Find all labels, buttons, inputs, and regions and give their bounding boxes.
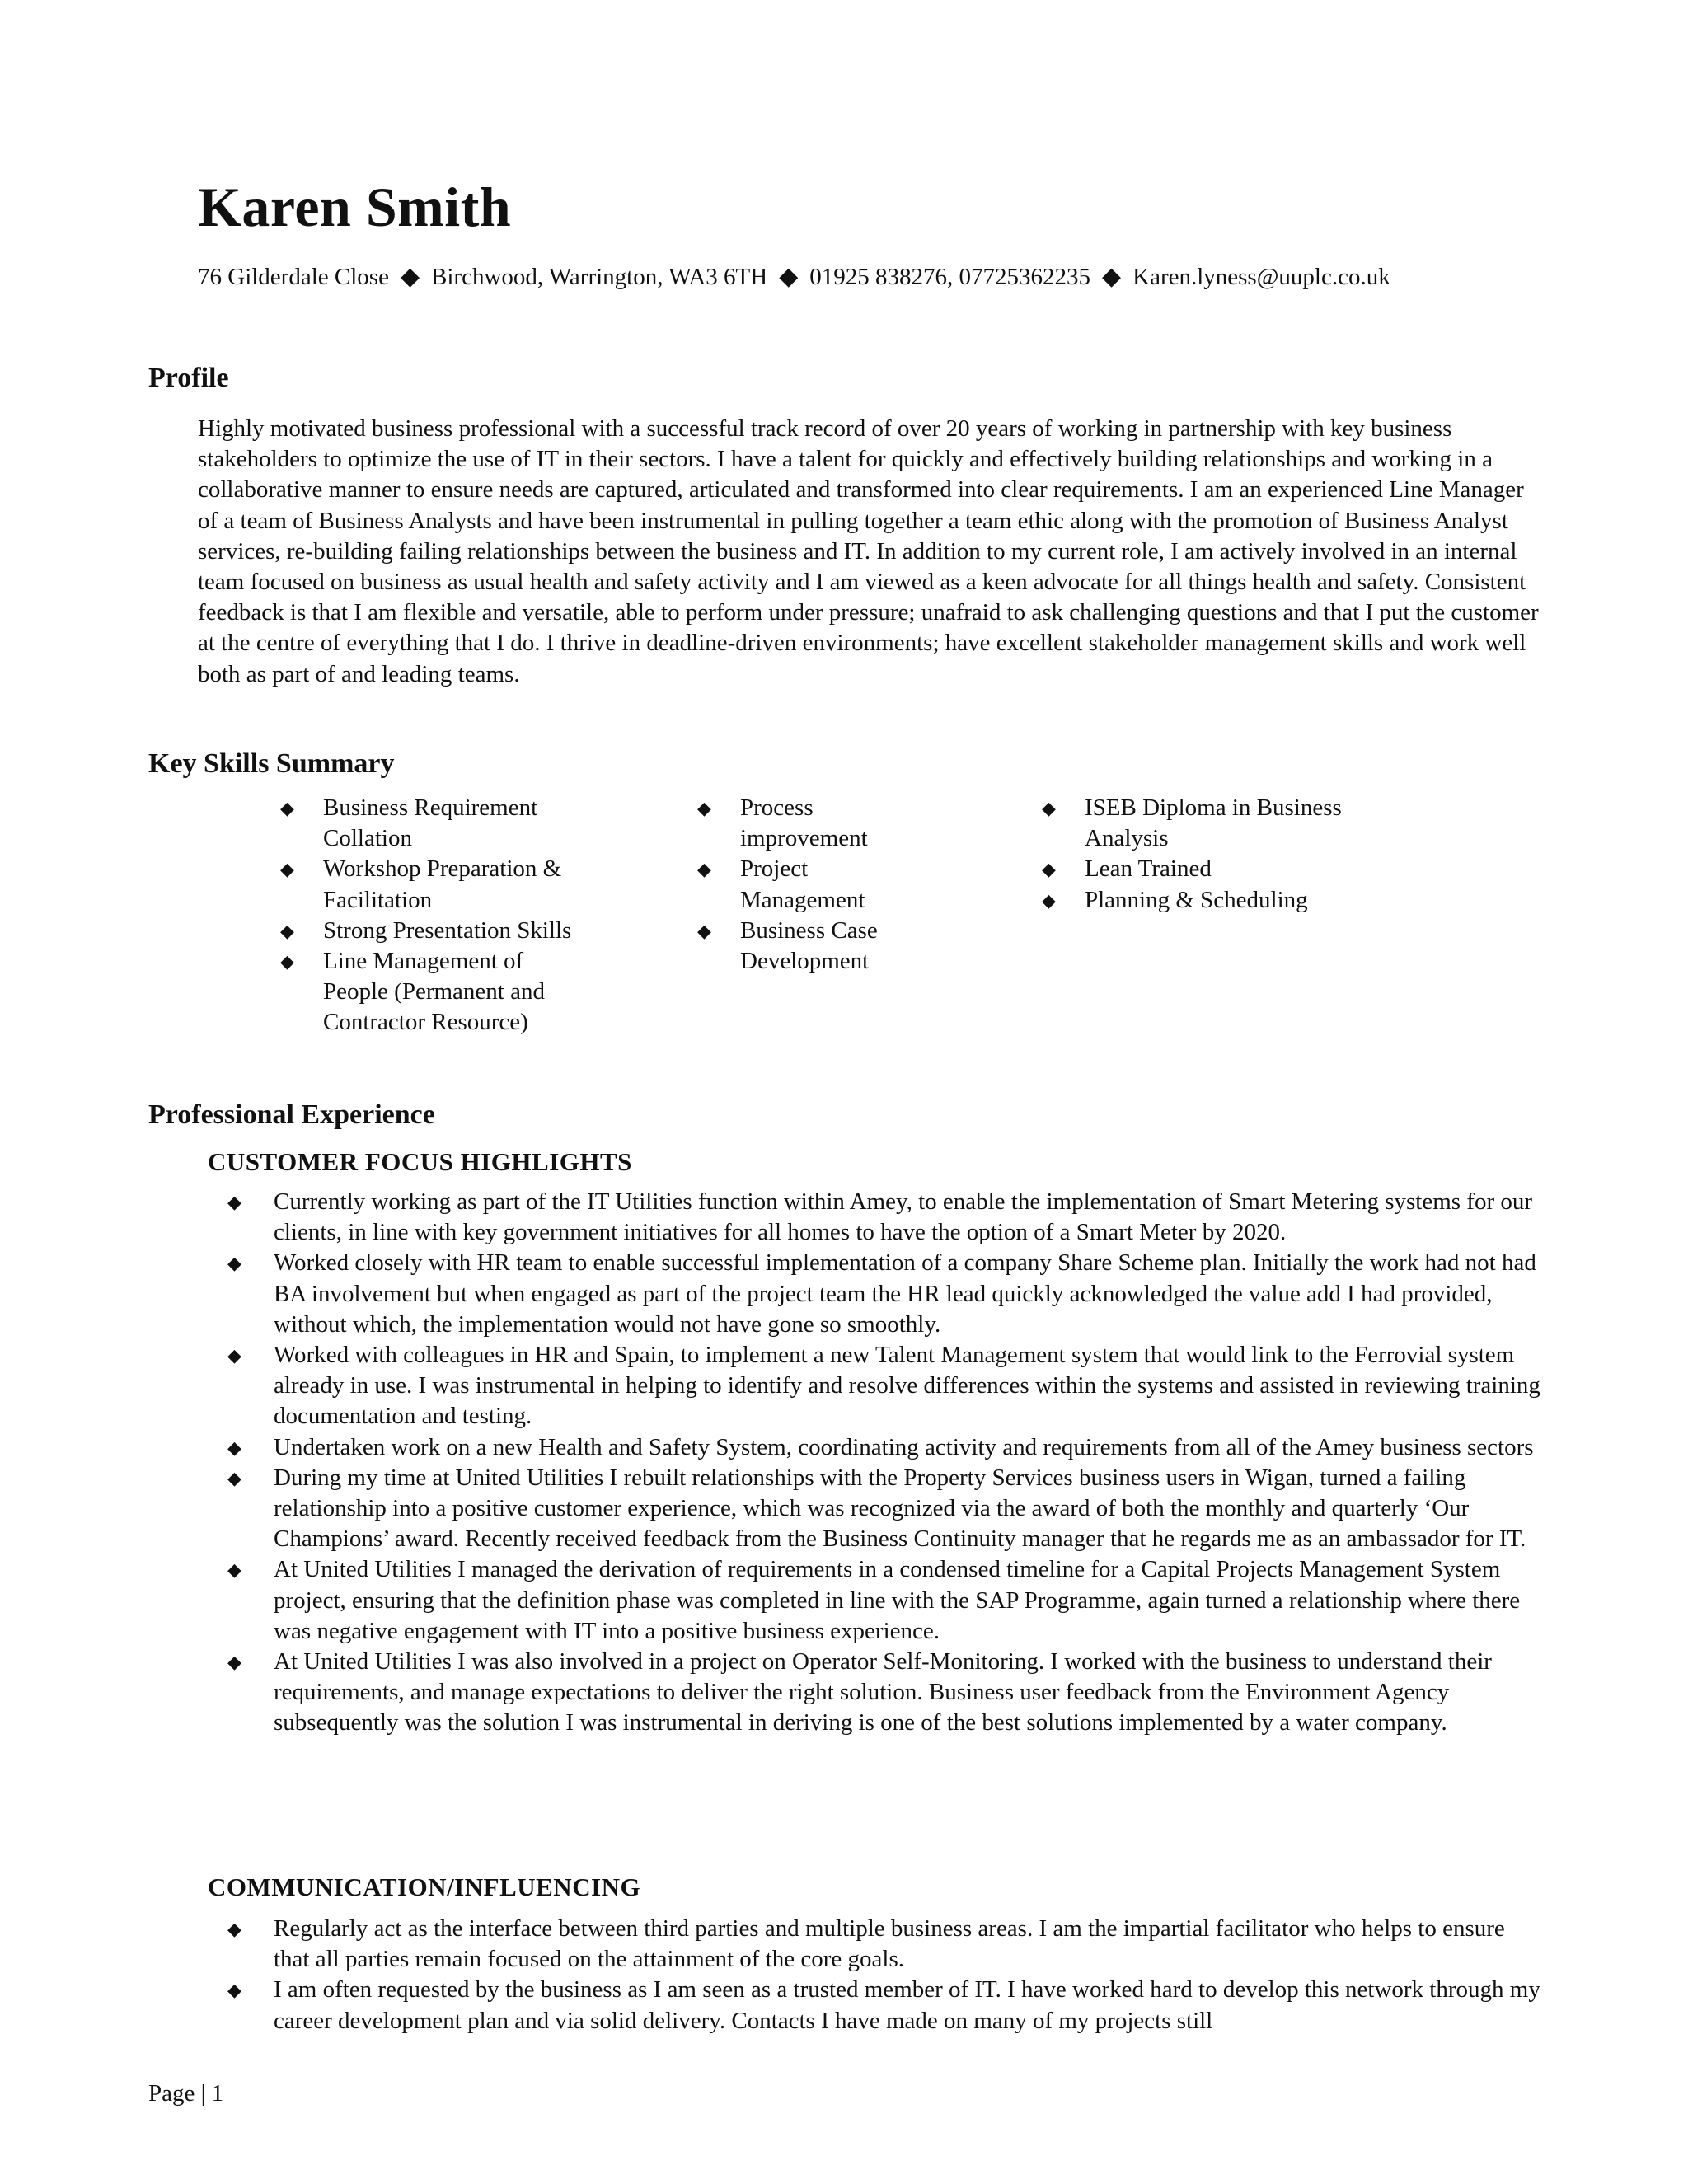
diamond-bullet-icon: ◆ xyxy=(280,798,294,818)
contact-line xyxy=(198,262,1390,291)
list-item: ◆ Worked closely with HR team to enable successful implementation of a company Share Scheme plan. Initially the work had not had BA involvement but when engaged as part of the project team the HR lead quickly acknowledged the value add I had provided, without which, the implementation would not have gone so smoothly. xyxy=(227,1249,1536,1338)
customer-focus-heading: CUSTOMER FOCUS HIGHLIGHTS xyxy=(208,1147,632,1176)
candidate-name: Karen Smith xyxy=(198,176,512,238)
skills-column-1 xyxy=(280,793,593,1038)
communication-heading: COMMUNICATION/INFLUENCING xyxy=(208,1872,641,1901)
address: 76 Gilderdale Close xyxy=(198,264,389,290)
skill-item: ◆ ISEB Diploma in Business Analysis xyxy=(1042,794,1342,852)
list-item: ◆ During my time at United Utilities I rebuilt relationships with the Property Services business users in Wigan, turned a failing relationship into a positive customer experience, which was recognized via the award of both the monthly and quarterly ‘Our Champions’ award. Recently received feedback from the Business Continuity manager that he regards me as an ambassador for IT. xyxy=(227,1464,1526,1553)
diamond-bullet-icon: ◆ xyxy=(280,920,294,941)
diamond-bullet-icon: ◆ xyxy=(227,1652,241,1673)
key-skills-heading: Key Skills Summary xyxy=(148,748,395,779)
diamond-bullet-icon: ◆ xyxy=(227,1919,241,1939)
email-address: Karen.lyness@uuplc.co.uk xyxy=(1132,264,1390,290)
skill-item: ◆ Process improvement xyxy=(697,794,868,852)
diamond-bullet-icon: ◆ xyxy=(227,1436,241,1458)
page-number: Page | 1 xyxy=(148,2080,224,2107)
diamond-bullet-icon: ◆ xyxy=(697,859,711,880)
skill-item: ◆ Workshop Preparation & Facilitation xyxy=(280,855,562,913)
list-item: ◆ Undertaken work on a new Health and Safety System, coordinating activity and requirements from all of the Amey business sectors xyxy=(223,1432,1545,1463)
skill-item: ◆ Line Management of People (Permanent and Contractor Resource) xyxy=(280,948,545,1036)
town: Birchwood, Warrington, WA3 6TH xyxy=(431,264,768,290)
diamond-bullet-icon: ◆ xyxy=(227,1559,241,1581)
diamond-bullet-icon: ◆ xyxy=(1042,889,1056,911)
skill-item: ◆ Business Requirement Collation xyxy=(280,794,538,852)
skills-column-2 xyxy=(697,793,928,977)
diamond-bullet-icon: ◆ xyxy=(697,798,711,818)
skill-item: ◆ Business Case Development xyxy=(697,916,878,975)
diamond-bullet-icon: ◆ xyxy=(280,951,294,972)
skill-item: ◆ Strong Presentation Skills xyxy=(280,916,593,946)
diamond-separator-icon: ◆ xyxy=(1102,263,1122,290)
communication-list xyxy=(223,1914,1545,2036)
list-item: ◆ I am often requested by the business as I am seen as a trusted member of IT. I have worked hard to develop this network through my career development plan and via solid delivery. Contacts I have made on many of my projects still xyxy=(227,1976,1540,2034)
diamond-bullet-icon: ◆ xyxy=(227,1467,241,1488)
diamond-bullet-icon: ◆ xyxy=(227,1192,241,1212)
list-item: ◆ At United Utilities I managed the derivation of requirements in a condensed timeline for a Capital Projects Management System project, ensuring that the definition phase was completed in line with the SAP Programme, again turned a relationship where there was negative engagement with IT into a positive business experience. xyxy=(227,1556,1521,1644)
list-item: ◆ At United Utilities I was also involved in a project on Operator Self-Monitoring. I worked with the business to understand their requirements, and manage expectations to deliver the right solution. Business user feedback from the Environment Agency subsequently was the solution I was instrumental in deriving is one of the best solutions implemented by a water company. xyxy=(227,1648,1492,1736)
professional-experience-heading: Professional Experience xyxy=(148,1099,435,1130)
diamond-bullet-icon: ◆ xyxy=(1042,798,1056,818)
list-item: ◆ Worked with colleagues in HR and Spain, to implement a new Talent Management system that would link to the Ferrovial system already in use. I was instrumental in helping to identify and resolve differences within the systems and assisted in reviewing training documentation and testing. xyxy=(227,1342,1540,1430)
profile-text: Highly motivated business professional with a successful track record of over 20 years of working in partnership with key business stakeholders to optimize the use of IT in their sectors. I have a talent for quickly and effectively building relationships and working in a collaborative manner to ensure needs are captured, articulated and transformed into clear requirements. I am an experienced Line Manager of a team of Business Analysts and have been instrumental in pulling together a team ethic along with the promotion of Business Analyst services, re-building failing relationships between the business and IT. In addition to my current role, I am actively involved in an internal team focused on business as usual health and safety activity and I am viewed as a keen advocate for all things health and safety. Consistent feedback is that I am flexible and versatile, able to perform under pressure; unafraid to ask challenging questions and that I put the customer at the centre of everything that I do. I thrive in deadline-driven environments; have excellent stakeholder management skills and work well both as part of and leading teams. xyxy=(198,415,1539,687)
diamond-bullet-icon: ◆ xyxy=(697,920,711,941)
diamond-bullet-icon: ◆ xyxy=(280,859,294,880)
phone-numbers: 01925 838276, 07725362235 xyxy=(809,264,1091,290)
list-item: ◆ Regularly act as the interface between third parties and multiple business areas. I am the impartial facilitator who helps to ensure that all parties remain focused on the attainment of the core goals. xyxy=(227,1915,1505,1973)
diamond-bullet-icon: ◆ xyxy=(1042,859,1056,880)
diamond-bullet-icon: ◆ xyxy=(227,1345,241,1366)
customer-focus-list xyxy=(223,1187,1545,1739)
skill-item: ◆ Project Management xyxy=(697,855,865,913)
diamond-separator-icon: ◆ xyxy=(779,263,799,290)
list-item: ◆ Currently working as part of the IT Utilities function within Amey, to enable the implementation of Smart Metering systems for our clients, in line with key government initiatives for all homes to have the option of a Smart Meter by 2020. xyxy=(227,1188,1533,1246)
diamond-bullet-icon: ◆ xyxy=(227,1253,241,1274)
skill-item: ◆ Lean Trained xyxy=(1042,854,1388,884)
diamond-separator-icon: ◆ xyxy=(400,263,420,290)
skill-item: ◆ Planning & Scheduling xyxy=(1042,885,1388,916)
diamond-bullet-icon: ◆ xyxy=(227,1980,241,2001)
profile-heading: Profile xyxy=(148,363,229,393)
skills-column-3 xyxy=(1042,793,1388,916)
